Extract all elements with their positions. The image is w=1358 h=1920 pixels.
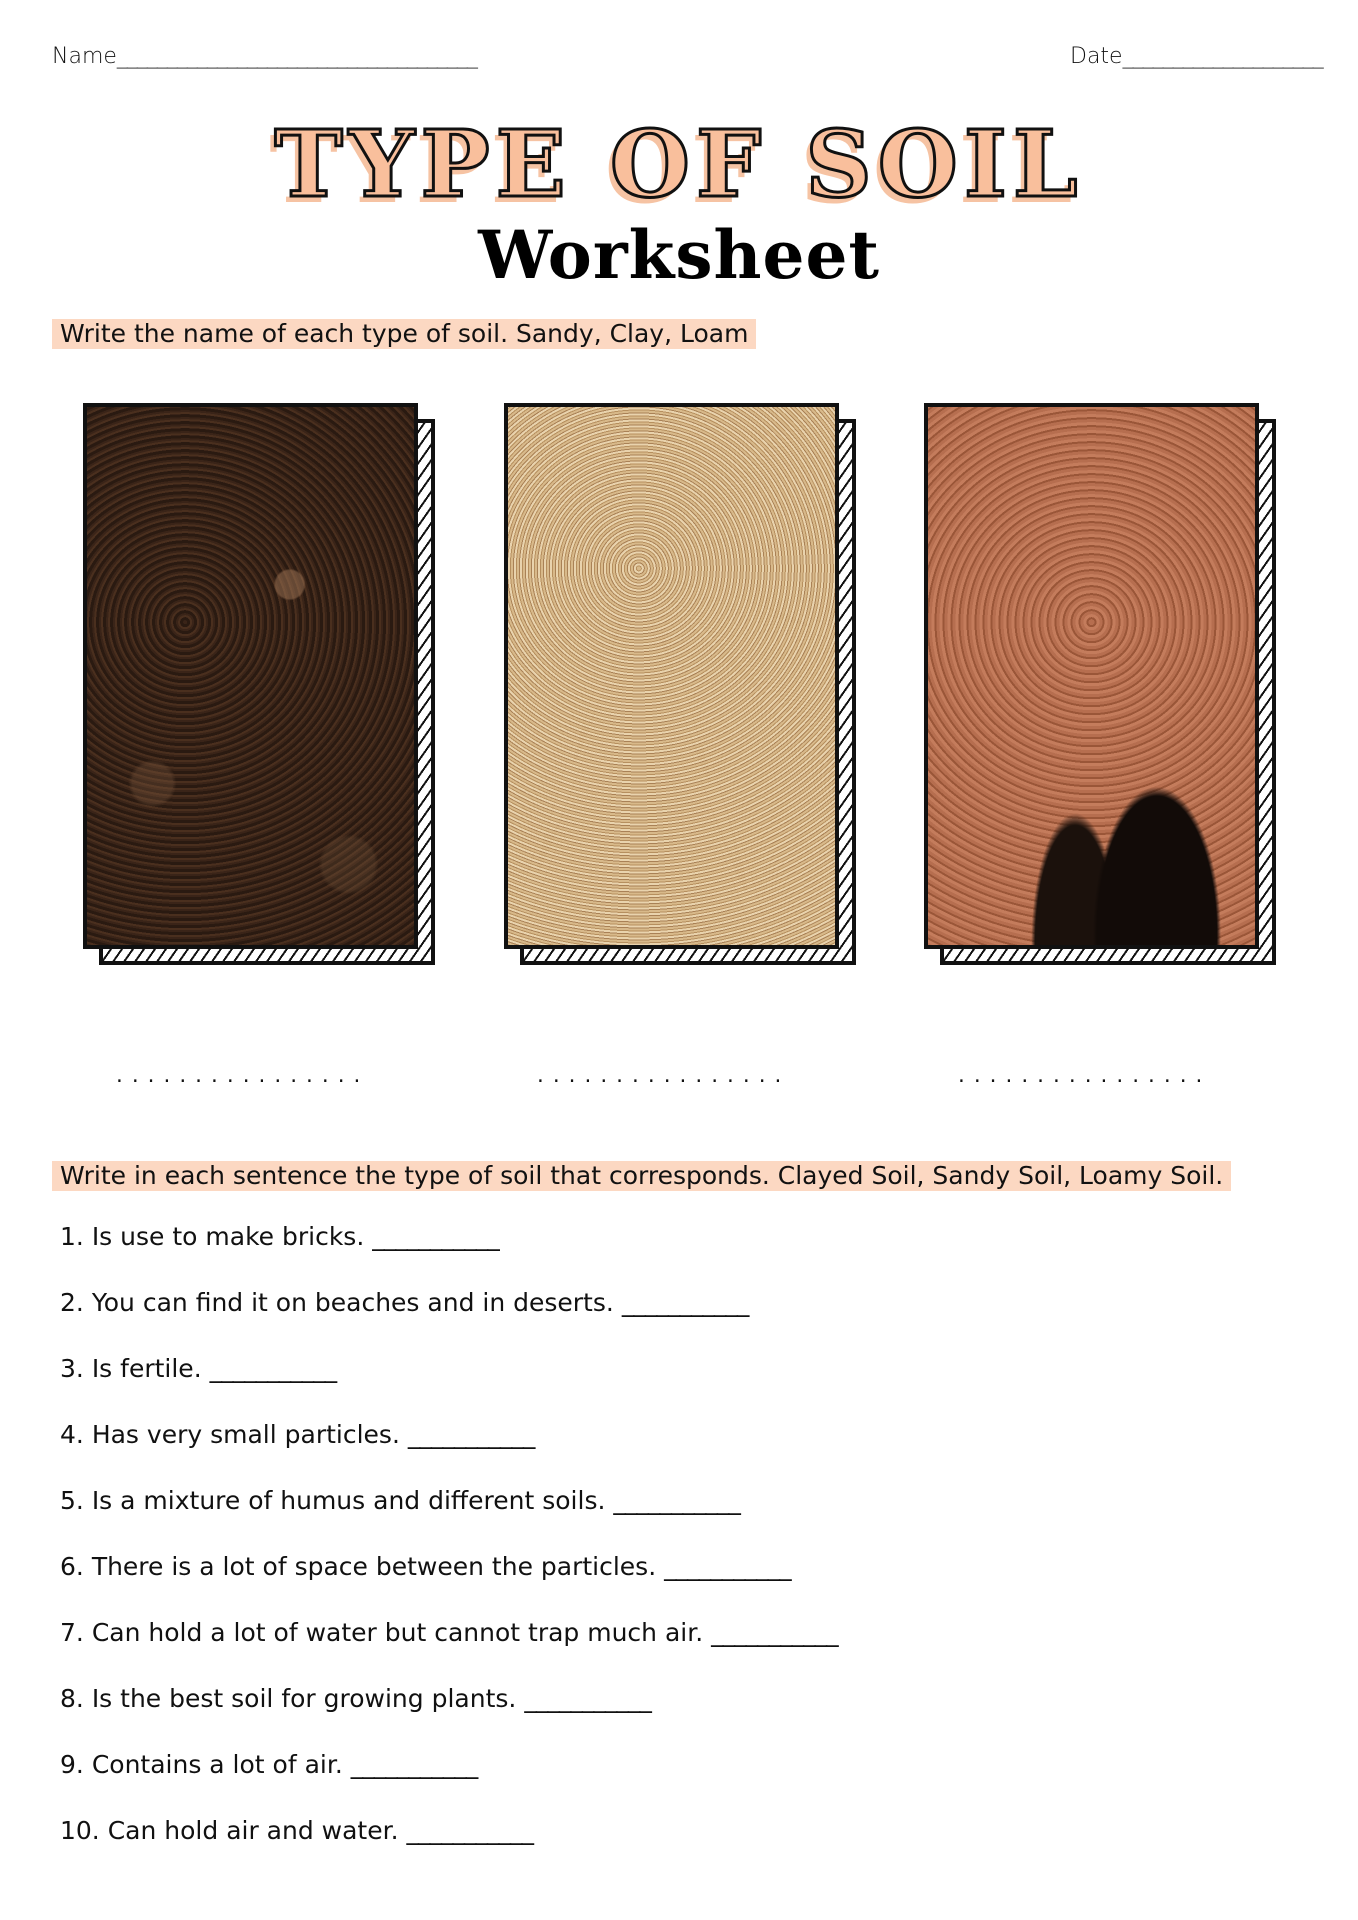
- question-text: Is fertile.: [91, 1354, 202, 1383]
- question-text: Is use to make bricks.: [91, 1222, 365, 1251]
- answer-blank[interactable]: ___________: [613, 1486, 740, 1515]
- answer-blank[interactable]: ___________: [711, 1618, 838, 1647]
- date-field[interactable]: [1070, 44, 1323, 69]
- answer-blank[interactable]: ___________: [350, 1750, 478, 1779]
- question-number: 7.: [60, 1618, 84, 1647]
- question-text: Can hold a lot of water but cannot trap much air.: [91, 1618, 704, 1647]
- answer-blank[interactable]: ___________: [524, 1684, 651, 1713]
- answer-blank[interactable]: ___________: [209, 1354, 337, 1383]
- answer-line-2[interactable]: ................: [535, 1066, 789, 1087]
- question-item: [60, 1684, 651, 1713]
- question-text: There is a lot of space between the particles.: [91, 1552, 657, 1581]
- question-text: Is a mixture of humus and different soils.: [91, 1486, 606, 1515]
- question-text: Is the best soil for growing plants.: [91, 1684, 517, 1713]
- question-number: 9.: [60, 1750, 84, 1779]
- question-item: [60, 1750, 477, 1779]
- soil-image-card-1: [83, 403, 435, 965]
- question-item: [60, 1816, 533, 1845]
- loam-soil-photo: [83, 403, 418, 949]
- question-number: 10.: [60, 1816, 100, 1845]
- question-item: [60, 1486, 740, 1515]
- clay-soil-photo: [924, 403, 1259, 949]
- answer-blank[interactable]: ___________: [372, 1222, 499, 1251]
- answer-blank[interactable]: ___________: [407, 1420, 535, 1449]
- question-item: [60, 1288, 748, 1317]
- page-title: TYPE OF SOIL: [274, 110, 1084, 218]
- soil-image-card-3: [924, 403, 1276, 965]
- sandy-soil-photo: [504, 403, 839, 949]
- answer-line-3[interactable]: ................: [956, 1066, 1210, 1087]
- question-text: Has very small particles.: [91, 1420, 400, 1449]
- question-item: [60, 1222, 499, 1251]
- question-text: Can hold air and water.: [107, 1816, 399, 1845]
- question-number: 4.: [60, 1420, 84, 1449]
- question-item: [60, 1618, 838, 1647]
- question-text: You can find it on beaches and in deserts.: [91, 1288, 614, 1317]
- question-item: [60, 1552, 791, 1581]
- date-blank[interactable]: ____________________: [1122, 44, 1323, 69]
- question-number: 3.: [60, 1354, 84, 1383]
- answer-blank[interactable]: ___________: [621, 1288, 749, 1317]
- section1-instruction: Write the name of each type of soil. Sandy, Clay, Loam: [52, 319, 756, 349]
- answer-blank[interactable]: ___________: [406, 1816, 534, 1845]
- answer-line-1[interactable]: ................: [114, 1066, 368, 1087]
- page-subtitle: Worksheet: [478, 216, 880, 294]
- name-blank[interactable]: ____________________________________: [116, 44, 477, 69]
- soil-image-card-2: [504, 403, 856, 965]
- section2-instruction: Write in each sentence the type of soil that corresponds. Clayed Soil, Sandy Soil, Loamy Soil.: [52, 1161, 1231, 1191]
- question-item: [60, 1420, 534, 1449]
- question-number: 2.: [60, 1288, 84, 1317]
- question-number: 5.: [60, 1486, 84, 1515]
- answer-blank[interactable]: ___________: [664, 1552, 791, 1581]
- name-field[interactable]: [52, 44, 477, 69]
- question-text: Contains a lot of air.: [91, 1750, 343, 1779]
- question-number: 8.: [60, 1684, 84, 1713]
- name-label: Name: [52, 44, 117, 69]
- question-number: 1.: [60, 1222, 84, 1251]
- question-item: [60, 1354, 336, 1383]
- question-number: 6.: [60, 1552, 84, 1581]
- date-label: Date: [1070, 44, 1123, 69]
